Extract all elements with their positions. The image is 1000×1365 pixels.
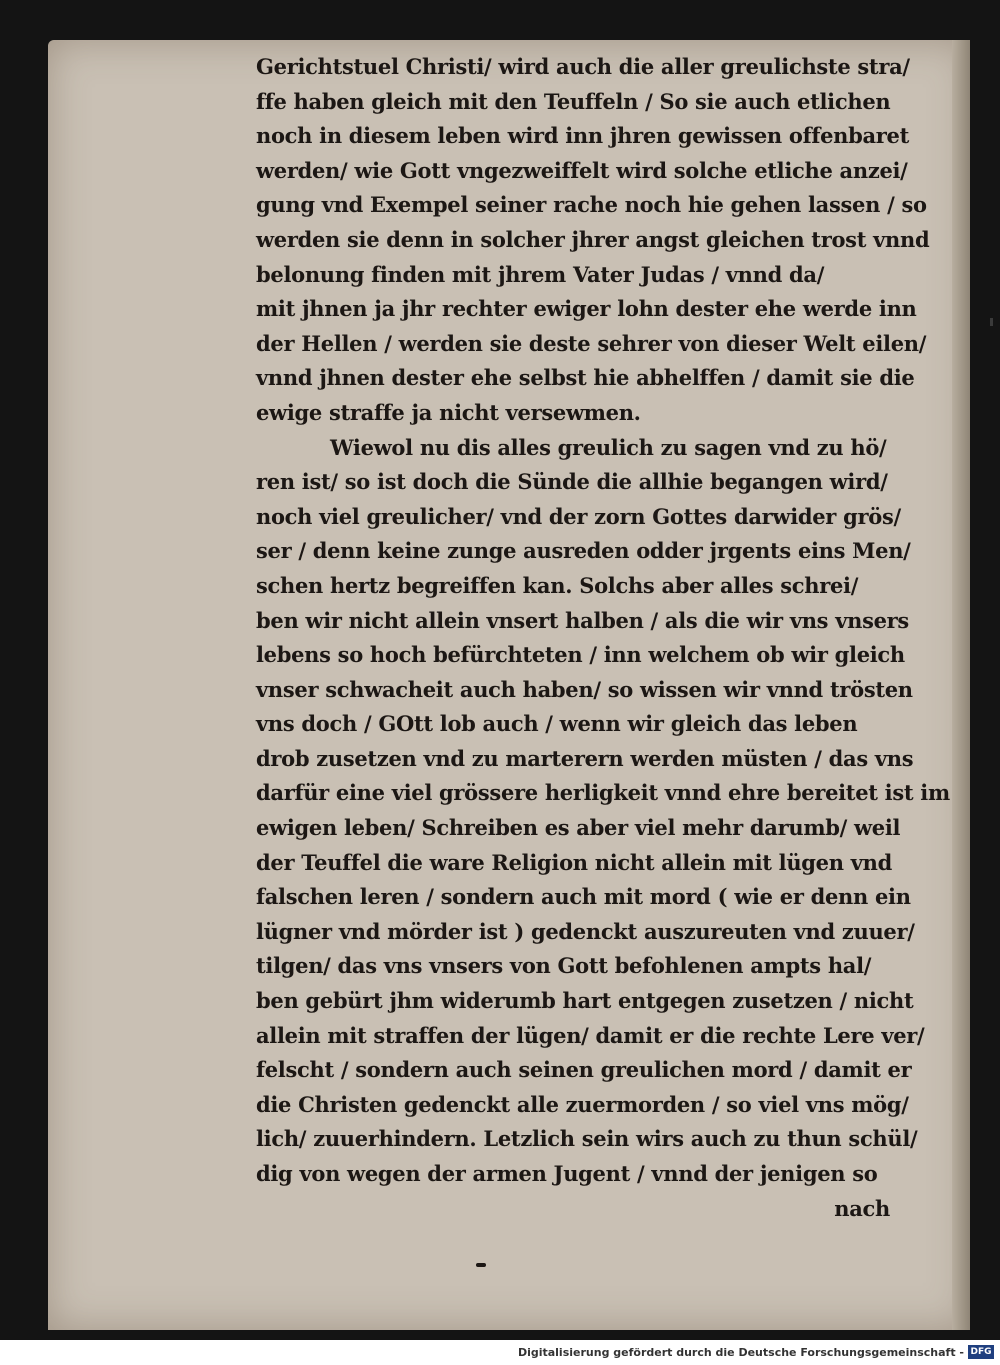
signature-mark [476,1263,486,1267]
text-line: noch viel greulicher/ vnd der zorn Gottes darwider grös/ [256,503,901,529]
text-line: vnser schwacheit auch haben/ so wissen wir vnnd trösten [256,676,913,702]
text-line: ren ist/ so ist doch die Sünde die allhie begangen wird/ [256,469,888,495]
text-line: noch in diesem leben wird inn jhren gewissen offenbaret [256,123,910,149]
paragraph-start-line: Wiewol nu dis alles greulich zu sagen vnd zu hö/ [330,434,887,460]
edge-mark [990,318,993,326]
text-line: werden/ wie Gott vngezweiffelt wird solche etliche anzei/ [256,157,908,183]
text-line: ewige straffe ja nicht versewmen. [256,399,641,425]
text-line: ffe haben gleich mit den Teuffeln / So sie auch etlichen [256,88,891,114]
text-line: drob zusetzen vnd zu marterern werden müsten / das vns [256,745,914,771]
text-line: werden sie denn in solcher jhrer angst gleichen trost vnnd [256,226,930,252]
footer-credit: Digitalisierung gefördert durch die Deutsche Forschungsgemeinschaft - [517,1346,964,1359]
text-line: ewigen leben/ Schreiben es aber viel mehr darumb/ weil [256,815,901,841]
text-line: ser / denn keine zunge ausreden odder jrgents eins Men/ [256,538,911,564]
text-line: der Hellen / werden sie deste sehrer von dieser Welt eilen/ [256,330,927,356]
text-line: schen hertz begreiffen kan. Solchs aber alles schrei/ [256,572,859,598]
text-line: tilgen/ das vns vnsers von Gott befohlenen ampts hal/ [256,953,872,979]
text-line: die Christen gedenckt alle zuermorden / so viel vns mög/ [256,1091,909,1117]
text-line: lebens so hoch befürchteten / inn welchem ob wir gleich [256,642,905,668]
text-line: der Teuffel die ware Religion nicht allein mit lügen vnd [256,849,892,875]
text-line: darfür eine viel grössere herligkeit vnnd ehre bereitet ist im [256,780,950,806]
text-line: gung vnd Exempel seiner rache noch hie gehen lassen / so [256,192,927,218]
text-line: lügner vnd mörder ist ) gedenckt auszureuten vnd zuuer/ [256,918,915,944]
text-line: ben gebürt jhm widerumb hart entgegen zusetzen / nicht [256,988,914,1014]
text-line: belonung finden mit jhrem Vater Judas / vnnd da/ [256,261,825,287]
page-gutter [952,40,970,1330]
text-line: ben wir nicht allein vnsert halben / als die wir vns vnsers [256,607,909,633]
text-line: vns doch / GOtt lob auch / wenn wir gleich das leben [256,711,858,737]
text-line: dig von wegen der armen Jugent / vnnd der jenigen so [256,1161,878,1186]
text-line: lich/ zuuerhindern. Letzlich sein wirs auch zu thun schül/ [256,1126,918,1152]
text-line: falschen leren / sondern auch mit mord ( wie er denn ein [256,884,911,910]
text-line: allein mit straffen der lügen/ damit er die rechte Lere ver/ [256,1022,925,1048]
text-line: felscht / sondern auch seinen greulichen mord / damit er [256,1057,912,1083]
page-text [256,50,950,1226]
text-line: Gerichtstuel Christi/ wird auch die aller greulichste stra/ [256,54,910,79]
catchword: nach [834,1195,890,1221]
text-line: vnnd jhnen dester ehe selbst hie abhelffen / damit sie die [256,365,915,391]
text-line: mit jhnen ja jhr rechter ewiger lohn dester ehe werde inn [256,296,917,322]
dfg-logo-icon: DFG [968,1345,994,1359]
